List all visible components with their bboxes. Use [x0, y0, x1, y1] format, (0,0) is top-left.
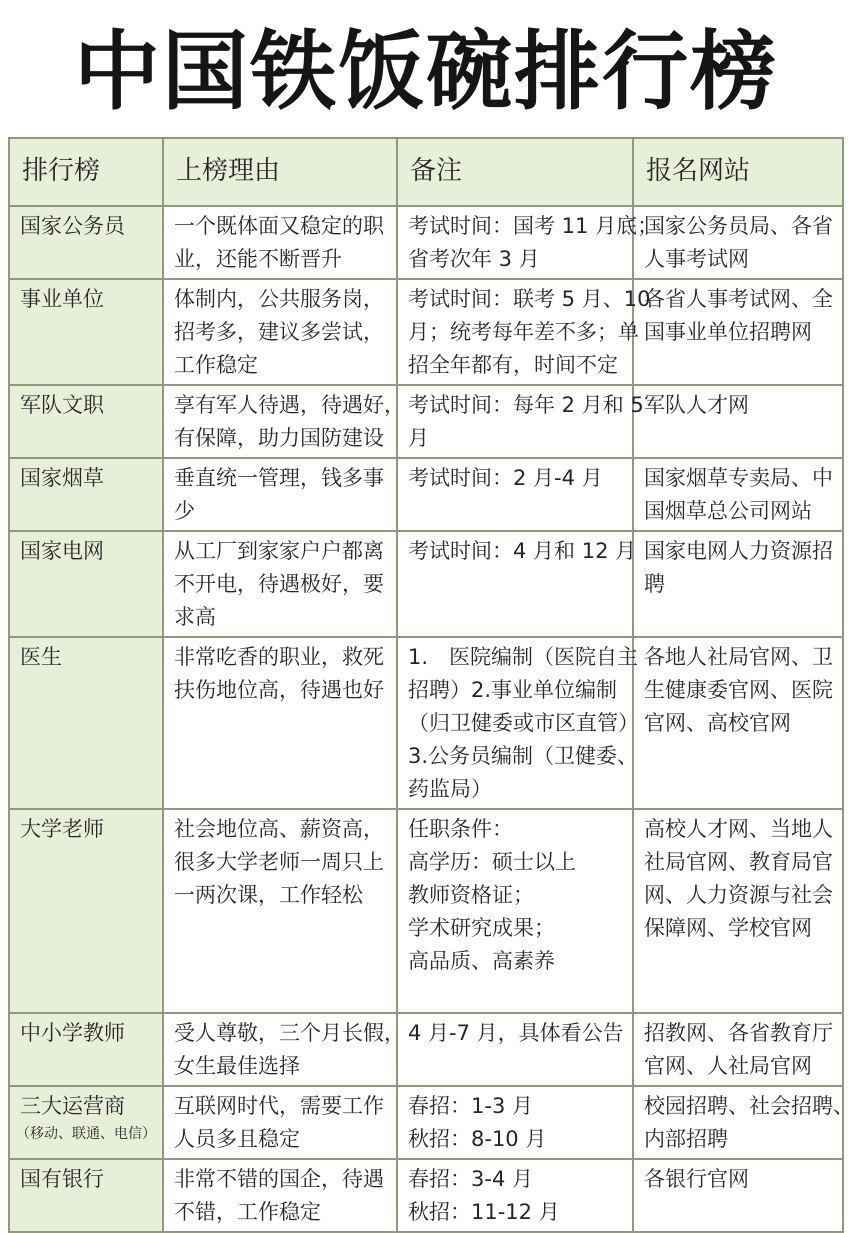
site-line: 保障网、学校官网: [644, 916, 812, 940]
rank-name: 国家电网: [20, 539, 104, 563]
note-line: 秋招：8-10 月: [408, 1127, 547, 1151]
header-rank: 排行榜: [9, 138, 163, 206]
reason-line: 享有军人待遇，待遇好，: [174, 393, 405, 417]
rank-name: 国家公务员: [20, 214, 125, 238]
site-line: 高校人才网、当地人: [644, 817, 833, 841]
table-row: [9, 809, 843, 1013]
reason-cell: [163, 637, 397, 809]
site-line: 人事考试网: [644, 247, 749, 271]
site-line: 生健康委官网、医院: [644, 678, 833, 702]
table-row: [9, 637, 843, 809]
note-line: 考试时间：每年 2 月和 5: [408, 393, 644, 417]
table-row: [9, 385, 843, 458]
reason-line: 非常不错的国企，待遇: [174, 1167, 384, 1191]
header-row: [9, 138, 843, 206]
header-note: 备注: [397, 138, 633, 206]
reason-line: 业，还能不断晋升: [174, 247, 342, 271]
reason-line: 工作稳定: [174, 353, 258, 377]
note-line: 考试时间：4 月和 12 月: [408, 539, 637, 563]
table-row: [9, 1013, 843, 1086]
reason-line: 一个既体面又稳定的职: [174, 214, 384, 238]
reason-line: 垂直统一管理，钱多事: [174, 466, 384, 490]
reason-line: 从工厂到家家户户都离: [174, 539, 384, 563]
rank-name: 医生: [20, 645, 62, 669]
reason-line: 一两次课，工作轻松: [174, 883, 363, 907]
reason-line: 非常吃香的职业，救死: [174, 645, 384, 669]
reason-line: 不开电，待遇极好，要: [174, 572, 384, 596]
reason-line: 招考多，建议多尝试，: [174, 320, 384, 344]
note-line: 月；统考每年差不多；单: [408, 320, 639, 344]
site-line: 内部招聘: [644, 1127, 728, 1151]
site-line: 国家电网人力资源招: [644, 539, 833, 563]
reason-line: 很多大学老师一周只上: [174, 850, 384, 874]
site-line: 各省人事考试网、全: [644, 287, 833, 311]
table-row: [9, 279, 843, 385]
site-line: 国烟草总公司网站: [644, 499, 812, 523]
rank-name: 事业单位: [20, 287, 104, 311]
reason-line: 受人尊敬，三个月长假，: [174, 1021, 405, 1045]
reason-line: 不错，工作稳定: [174, 1200, 321, 1224]
reason-cell: [163, 279, 397, 385]
reason-cell: [163, 1013, 405, 1086]
note-line: 高学历：硕士以上: [408, 850, 576, 874]
note-line: 考试时间：2 月-4 月: [408, 466, 603, 490]
rank-name-cell: [9, 279, 163, 385]
note-line: （归卫健委或市区直管）: [408, 711, 639, 735]
note-cell: [397, 531, 637, 637]
note-line: 招聘）2.事业单位编制: [408, 678, 618, 702]
reason-cell: [163, 809, 397, 1013]
reason-cell: [163, 531, 397, 637]
note-cell: [397, 1086, 633, 1159]
site-cell: [633, 809, 843, 1013]
site-line: 国家烟草专卖局、中: [644, 466, 833, 490]
site-line: 国事业单位招聘网: [644, 320, 812, 344]
site-line: 官网、人社局官网: [644, 1054, 812, 1078]
rank-name-cell: [9, 809, 163, 1013]
reason-line: 体制内，公共服务岗，: [174, 287, 384, 311]
site-cell: [633, 279, 843, 385]
note-line: 秋招：11-12 月: [408, 1200, 560, 1224]
note-cell: [397, 809, 633, 1013]
rank-name-cell: [9, 637, 163, 809]
rank-name-cell: [9, 1086, 163, 1159]
reason-cell: [163, 206, 397, 279]
table-row: [9, 1159, 843, 1232]
note-line: 考试时间：联考 5 月、10: [408, 287, 651, 311]
site-cell: [633, 1159, 843, 1232]
note-line: 4 月-7 月，具体看公告: [408, 1021, 624, 1045]
note-cell: [397, 279, 651, 385]
rank-name-cell: [9, 1013, 163, 1086]
table-row: [9, 531, 843, 637]
reason-cell: [163, 1159, 397, 1232]
reason-line: 少: [174, 499, 195, 523]
reason-line: 互联网时代，需要工作: [174, 1094, 384, 1118]
rank-name-cell: [9, 458, 163, 531]
site-line: 社局官网、教育局官: [644, 850, 833, 874]
page-title: 中国铁饭碗排行榜: [74, 22, 778, 122]
rank-name: 国有银行: [20, 1167, 104, 1191]
note-cell: [397, 1159, 633, 1232]
site-line: 各银行官网: [644, 1167, 749, 1191]
site-line: 聘: [644, 572, 665, 596]
note-line: 药监局）: [408, 777, 492, 801]
rank-name: 军队文职: [20, 393, 104, 417]
note-line: 春招：1-3 月: [408, 1094, 533, 1118]
note-line: 教师资格证；: [408, 883, 534, 907]
rank-name-cell: [9, 385, 163, 458]
site-line: 军队人才网: [644, 393, 749, 417]
site-cell: [633, 1013, 843, 1086]
note-cell: [397, 458, 633, 531]
site-cell: [633, 531, 843, 637]
note-line: 任职条件：: [408, 817, 513, 841]
rank-name-cell: [9, 531, 163, 637]
site-line: 官网、高校官网: [644, 711, 791, 735]
reason-line: 求高: [174, 605, 216, 629]
table-row: [9, 1086, 843, 1159]
note-cell: [397, 637, 639, 809]
rank-name: 中小学教师: [20, 1021, 125, 1045]
reason-cell: [163, 1086, 397, 1159]
rank-name-cell: [9, 1159, 163, 1232]
note-line: 招全年都有，时间不定: [408, 353, 618, 377]
site-line: 各地人社局官网、卫: [644, 645, 833, 669]
note-line: 高品质、高素养: [408, 949, 555, 973]
site-line: 国家公务员局、各省: [644, 214, 833, 238]
reason-line: 人员多且稳定: [174, 1127, 300, 1151]
reason-line: 扶伤地位高，待遇也好: [174, 678, 384, 702]
site-cell: [633, 458, 843, 531]
note-line: 3.公务员编制（卫健委、: [408, 744, 639, 768]
rank-name: 国家烟草: [20, 466, 104, 490]
note-line: 1. 医院编制（医院自主: [408, 645, 639, 669]
site-cell: [633, 1086, 854, 1159]
site-line: 网、人力资源与社会: [644, 883, 833, 907]
site-line: 招教网、各省教育厅: [644, 1021, 833, 1045]
note-cell: [397, 206, 659, 279]
reason-line: 有保障，助力国防建设: [174, 426, 384, 450]
note-line: 学术研究成果；: [408, 916, 555, 940]
rank-name: 三大运营商: [20, 1094, 125, 1118]
table-row: [9, 458, 843, 531]
site-line: 校园招聘、社会招聘、: [644, 1094, 854, 1118]
header-site: 报名网站: [633, 138, 843, 206]
note-cell: [397, 385, 644, 458]
rank-name-sub: （移动、联通、电信）: [16, 1126, 156, 1142]
reason-cell: [163, 385, 405, 458]
header-reason: 上榜理由: [163, 138, 397, 206]
rank-name: 大学老师: [20, 817, 104, 841]
note-line: 省考次年 3 月: [408, 247, 540, 271]
site-cell: [633, 206, 843, 279]
note-line: 春招：3-4 月: [408, 1167, 533, 1191]
reason-cell: [163, 458, 397, 531]
note-line: 月: [408, 426, 429, 450]
reason-line: 女生最佳选择: [174, 1054, 300, 1078]
site-cell: [633, 385, 843, 458]
site-cell: [633, 637, 843, 809]
rank-name-cell: [9, 206, 163, 279]
reason-line: 社会地位高、薪资高，: [174, 817, 384, 841]
table-row: [9, 206, 843, 279]
ranking-table: [8, 137, 854, 1233]
note-line: 考试时间：国考 11 月底；: [408, 214, 659, 238]
note-cell: [397, 1013, 633, 1086]
